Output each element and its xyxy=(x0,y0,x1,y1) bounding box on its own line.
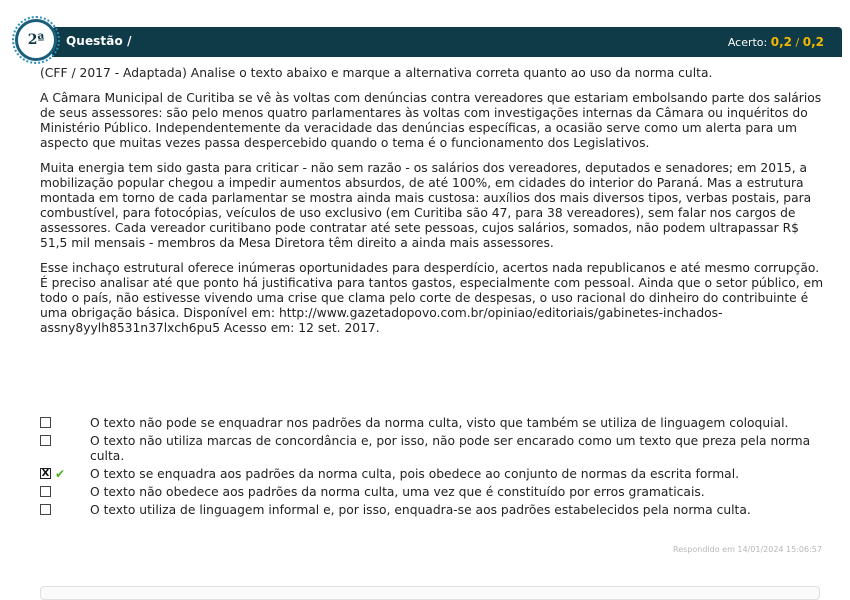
option-text: O texto não pode se enquadrar nos padrões da norma culta, visto que também se utiliza de linguagem coloquial. xyxy=(90,416,789,430)
option-d[interactable] xyxy=(40,485,830,500)
option-text: O texto se enquadra aos padrões da norma culta, pois obedece ao conjunto de normas da escrita formal. xyxy=(90,467,740,481)
answered-timestamp: Respondido em 14/01/2024 15:06:57 xyxy=(673,545,822,554)
text-paragraph-3: Esse inchaço estrutural oferece inúmeras oportunidades para desperdício, acertos nada republicanos e até mesmo corrupção. É preciso analisar até que ponto há justificativa para tantos gastos, especialmente com pessoal. Ainda que o setor público, em todo o país, não estivesse vivendo uma crise que clama pelo corte de despesas, o uso racional do dinheiro do contribuinte é uma obrigação básica. Disponível em: http://www.gazetadopovo.com.br/opiniao/editoriais/gabinetes-inchados-assny8yylh8531n37lxch6pu5 Acesso em: 12 set. 2017. xyxy=(40,261,824,335)
option-checkbox-checked[interactable]: X xyxy=(41,468,50,479)
option-checkbox[interactable] xyxy=(40,504,51,515)
score-label: Acerto: xyxy=(727,36,768,49)
question-header xyxy=(52,27,842,57)
option-checkbox[interactable] xyxy=(40,486,51,497)
badge-ring xyxy=(12,16,60,64)
next-question-panel xyxy=(40,586,820,600)
question-number-badge xyxy=(15,19,57,61)
question-title: Questão / xyxy=(66,34,132,48)
text-paragraph-2: Muita energia tem sido gasta para criticar - não sem razão - os salários dos vereadores, deputados e senadores; em 2015, a mobilização popular chegou a impedir aumentos absurdos, de até 100%, em cidades do interior do Paraná. Mas a estrutura montada em torno de cada parlamentar se mostra ainda mais custosa: auxílios dos mais diversos tipos, verbas postais, para combustível, para fotocópias, veículos de uso exclusivo (em Curitiba são 47, para 38 vereadores), sem falar nos cargos de assessores. Cada vereador curitibano pode contratar até sete pessoas, cujos salários, somados, não podem ultrapassar R$ 51,5 mil mensais - membros da Mesa Diretora têm direito a ainda mais assessores. xyxy=(40,161,812,250)
answer-options xyxy=(40,416,830,521)
option-text: O texto não obedece aos padrões da norma culta, uma vez que é constituído por erros gramaticais. xyxy=(90,485,705,499)
option-e[interactable] xyxy=(40,503,830,518)
question-body xyxy=(40,66,830,346)
score-total: 0,2 xyxy=(802,35,824,49)
option-text: O texto utiliza de linguagem informal e, por isso, enquadra-se aos padrões estabelecidos pela norma culta. xyxy=(90,503,751,517)
option-checkbox[interactable] xyxy=(40,435,51,446)
option-checkbox[interactable] xyxy=(40,417,51,428)
question-number: 2ª xyxy=(27,32,45,48)
option-b[interactable] xyxy=(40,434,830,464)
score-separator: / xyxy=(795,36,800,49)
question-statement: (CFF / 2017 - Adaptada) Analise o texto abaixo e marque a alternativa correta quanto ao uso da norma culta. xyxy=(40,66,713,80)
score-value: 0,2 xyxy=(770,35,793,49)
option-a[interactable] xyxy=(40,416,830,431)
option-text: O texto não utiliza marcas de concordância e, por isso, não pode ser encarado como um texto que preza pela norma culta. xyxy=(90,434,811,463)
score-display xyxy=(728,35,824,49)
correct-check-icon: ✔ xyxy=(55,467,66,481)
text-paragraph-1: A Câmara Municipal de Curitiba se vê às voltas com denúncias contra vereadores que estariam embolsando parte dos salários de seus assessores: são pelo menos quatro parlamentares às voltas com investigações internas da Câmara ou inquéritos do Ministério Público. Independentemente da veracidade das denúncias específicas, a ocasião serve como um alerta para um aspecto que muitas vezes passa despercebido quando o tema é o funcionamento dos Legislativos. xyxy=(40,91,822,150)
option-c[interactable] xyxy=(40,467,830,482)
